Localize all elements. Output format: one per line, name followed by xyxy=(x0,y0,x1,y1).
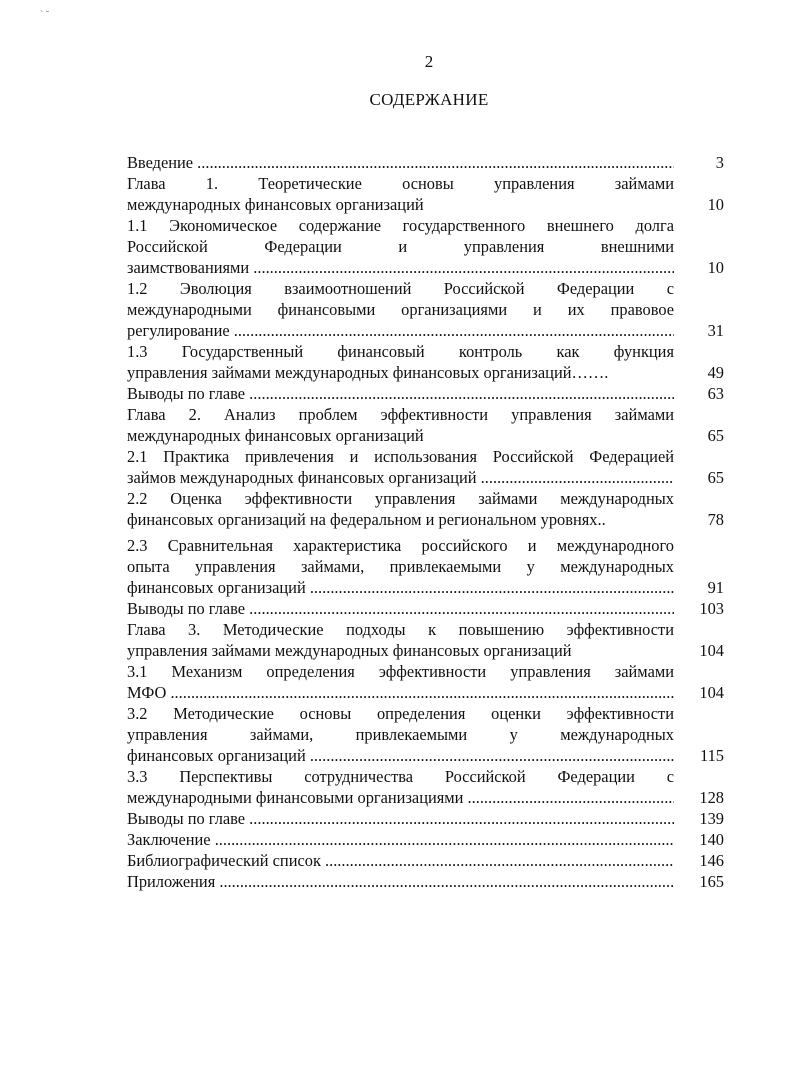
toc-entry-text xyxy=(127,341,674,383)
toc-entry-text xyxy=(127,173,674,215)
toc-entry-line: 3.1 Механизм определения эффективности управления займами xyxy=(127,662,674,681)
toc-entry-text xyxy=(127,535,674,598)
toc-entry-line: опыта управления займами, привлекаемыми у международных xyxy=(127,557,674,576)
toc-entry xyxy=(127,619,724,661)
toc-entry-line: Библиографический список ..... xyxy=(127,850,674,871)
toc-entry xyxy=(127,488,724,530)
scan-mark: ` ˘ xyxy=(40,10,50,21)
toc-entry-text xyxy=(127,766,674,808)
toc-entry-text xyxy=(127,850,674,871)
toc-entry-line: Глава 2. Анализ проблем эффективности управления займами xyxy=(127,405,674,424)
toc-entry-line: Глава 3. Методические подходы к повышению эффективности xyxy=(127,620,674,639)
toc-entry xyxy=(127,871,724,892)
toc-entry-line: 3.3 Перспективы сотрудничества Российской Федерации с xyxy=(127,767,674,786)
toc-entry-line: международными финансовыми организациями ..... xyxy=(127,787,674,808)
toc-entry xyxy=(127,278,724,341)
toc-entry xyxy=(127,446,724,488)
toc-entry-line: 3.2 Методические основы определения оценки эффективности xyxy=(127,704,674,723)
toc-entry-line: финансовых организаций на федеральном и региональном уровнях.. xyxy=(127,510,606,529)
toc-page-number: 3 xyxy=(715,153,724,172)
toc-page-number: 115 xyxy=(700,746,724,765)
toc-entry-text xyxy=(127,661,674,703)
toc-entry-text xyxy=(127,383,674,404)
toc-entry xyxy=(127,850,724,871)
toc-entry-text xyxy=(127,446,674,488)
toc-page-number: 104 xyxy=(699,683,724,702)
toc-entry-line: международными финансовыми организациями и их правовое xyxy=(127,300,674,319)
toc-entry-line: Выводы по главе ..... xyxy=(127,383,674,404)
toc-entry-line: заимствованиями ..... xyxy=(127,257,674,278)
toc-entry xyxy=(127,703,724,766)
toc-page-number: 139 xyxy=(699,809,724,828)
toc-page-number: 91 xyxy=(707,578,724,597)
toc-entry-text xyxy=(127,808,674,829)
toc-entry-text xyxy=(127,404,674,446)
toc-entry xyxy=(127,766,724,808)
toc-page-number: 104 xyxy=(699,641,724,660)
toc-entry-line: управления займами международных финансовых организаций xyxy=(127,641,572,660)
toc-entry-line: Выводы по главе ..... xyxy=(127,598,674,619)
table-of-contents xyxy=(127,152,724,892)
toc-entry-text xyxy=(127,829,674,850)
toc-page-number: 78 xyxy=(707,510,724,529)
toc-entry xyxy=(127,661,724,703)
toc-entry-text xyxy=(127,703,674,766)
toc-entry-line: Введение ..... xyxy=(127,152,674,173)
toc-entry xyxy=(127,535,724,598)
toc-entry-line: Выводы по главе ..... xyxy=(127,808,674,829)
page-number: 2 xyxy=(424,52,434,71)
toc-entry-line: финансовых организаций ..... xyxy=(127,745,674,766)
toc-page-number: 103 xyxy=(699,599,724,618)
toc-entry-line: Российской Федерации и управления внешними xyxy=(127,237,674,256)
toc-entry-text xyxy=(127,619,674,661)
toc-entry-text xyxy=(127,278,674,341)
toc-entry-line: 1.2 Эволюция взаимоотношений Российской Федерации с xyxy=(127,279,674,298)
toc-entry-line: 2.3 Сравнительная характеристика российского и международного xyxy=(127,536,674,555)
toc-entry-line: 2.2 Оценка эффективности управления займами международных xyxy=(127,489,674,508)
toc-entry-line: Глава 1. Теоретические основы управления займами xyxy=(127,174,674,193)
toc-entry-line: регулирование ..... xyxy=(127,320,674,341)
toc-entry xyxy=(127,152,724,173)
toc-entry xyxy=(127,808,724,829)
toc-entry-line: 2.1 Практика привлечения и использования Российской Федерацией xyxy=(127,447,674,466)
toc-entry-line: займов международных финансовых организаций ..... xyxy=(127,467,674,488)
toc-entry-line: управления займами, привлекаемыми у международных xyxy=(127,725,674,744)
toc-entry xyxy=(127,829,724,850)
toc-page-number: 49 xyxy=(707,363,724,382)
toc-entry-line: 1.1 Экономическое содержание государственного внешнего долга xyxy=(127,216,674,235)
toc-entry-text xyxy=(127,152,674,173)
toc-entry xyxy=(127,598,724,619)
toc-entry-line: финансовых организаций ..... xyxy=(127,577,674,598)
toc-page-number: 65 xyxy=(707,468,724,487)
toc-page-number: 65 xyxy=(707,426,724,445)
toc-entry-line: Приложения ..... xyxy=(127,871,674,892)
toc-page-number: 31 xyxy=(707,321,724,340)
page-title: СОДЕРЖАНИЕ xyxy=(369,90,489,109)
toc-entry xyxy=(127,383,724,404)
toc-entry xyxy=(127,404,724,446)
toc-page-number: 63 xyxy=(707,384,724,403)
toc-entry xyxy=(127,341,724,383)
toc-entry-text xyxy=(127,215,674,278)
toc-entry-line: 1.3 Государственный финансовый контроль как функция xyxy=(127,342,674,361)
toc-entry-line: управления займами международных финансовых организаций……. xyxy=(127,363,609,382)
toc-page-number: 10 xyxy=(707,258,724,277)
toc-entry-line: международных финансовых организаций xyxy=(127,426,424,445)
toc-entry-text xyxy=(127,871,674,892)
toc-page-number: 140 xyxy=(699,830,724,849)
toc-entry xyxy=(127,215,724,278)
toc-entry-text xyxy=(127,488,674,530)
toc-entry-line: Заключение ..... xyxy=(127,829,674,850)
toc-page-number: 10 xyxy=(707,195,724,214)
toc-page-number: 165 xyxy=(699,872,724,891)
toc-entry-line: МФО ..... xyxy=(127,682,674,703)
toc-page-number: 128 xyxy=(699,788,724,807)
toc-page-number: 146 xyxy=(699,851,724,870)
toc-entry xyxy=(127,173,724,215)
toc-entry-text xyxy=(127,598,674,619)
toc-entry-line: международных финансовых организаций xyxy=(127,195,424,214)
